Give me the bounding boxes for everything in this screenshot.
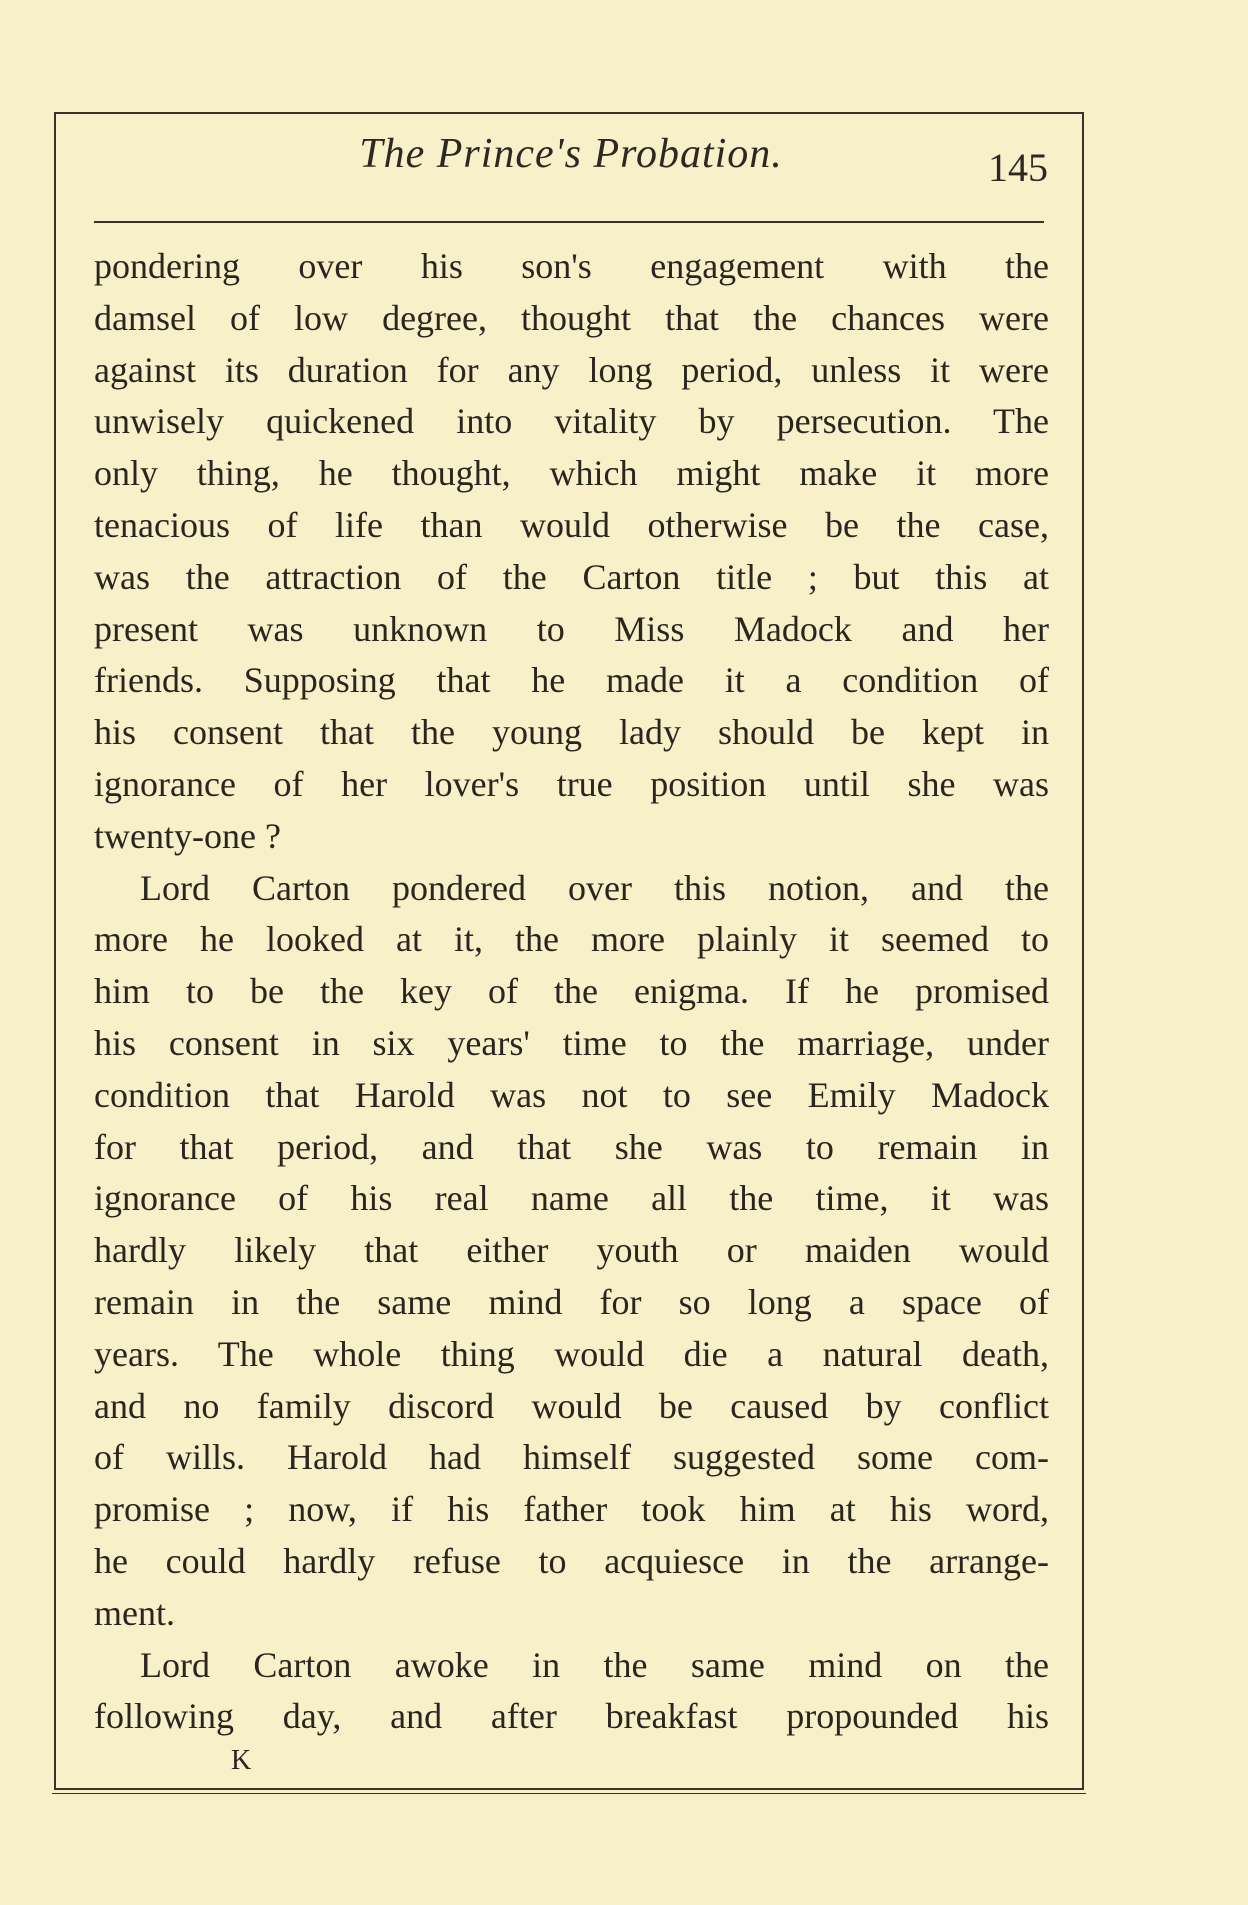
text-line: him to be the key of the enigma. If he promised: [94, 971, 1049, 1012]
text-line: only thing, he thought, which might make it more: [94, 453, 1049, 494]
text-line: unwisely quickened into vitality by persecution. The: [94, 401, 1049, 442]
page-number: 145: [988, 145, 1048, 190]
text-line: years. The whole thing would die a natural death,: [94, 1333, 1049, 1374]
text-line: he could hardly refuse to acquiesce in the arrange-: [94, 1540, 1049, 1581]
text-line: condition that Harold was not to see Emily Madock: [94, 1074, 1049, 1115]
text-line: ignorance of her lover's true position until she was: [94, 763, 1049, 804]
text-line: was the attraction of the Carton title ; but this at: [94, 556, 1049, 597]
text-line: Lord Carton awoke in the same mind on the: [140, 1644, 1049, 1685]
text-line: hardly likely that either youth or maiden would: [94, 1230, 1049, 1271]
text-line: present was unknown to Miss Madock and her: [94, 608, 1049, 649]
text-line: of wills. Harold had himself suggested some com-: [94, 1437, 1049, 1478]
text-line: his consent that the young lady should be kept in: [94, 712, 1049, 753]
header-rule: [94, 221, 1044, 223]
signature-mark: K: [231, 1745, 253, 1776]
body-text: [94, 241, 1049, 1743]
text-line: ignorance of his real name all the time, it was: [94, 1178, 1049, 1219]
text-line: and no family discord would be caused by conflict: [94, 1385, 1049, 1426]
text-line: tenacious of life than would otherwise be the case,: [94, 504, 1049, 545]
text-line: Lord Carton pondered over this notion, and the: [140, 867, 1049, 908]
text-line: against its duration for any long period, unless it were: [94, 349, 1049, 390]
text-line: pondering over his son's engagement with the: [94, 246, 1049, 286]
text-line: his consent in six years' time to the marriage, under: [94, 1022, 1049, 1063]
text-line: promise ; now, if his father took him at his word,: [94, 1489, 1049, 1530]
text-line: friends. Supposing that he made it a condition of: [94, 660, 1049, 701]
running-head: [94, 130, 1048, 190]
running-title: The Prince's Probation.: [359, 131, 783, 177]
text-line: more he looked at it, the more plainly it seemed to: [94, 919, 1049, 960]
text-line: for that period, and that she was to remain in: [94, 1126, 1049, 1167]
text-line: following day, and after breakfast propounded his: [94, 1696, 1049, 1737]
text-line: ment.: [94, 1592, 175, 1633]
text-line: damsel of low degree, thought that the chances were: [94, 297, 1049, 338]
text-line: remain in the same mind for so long a space of: [94, 1281, 1049, 1322]
text-line: twenty-one ?: [94, 815, 281, 856]
